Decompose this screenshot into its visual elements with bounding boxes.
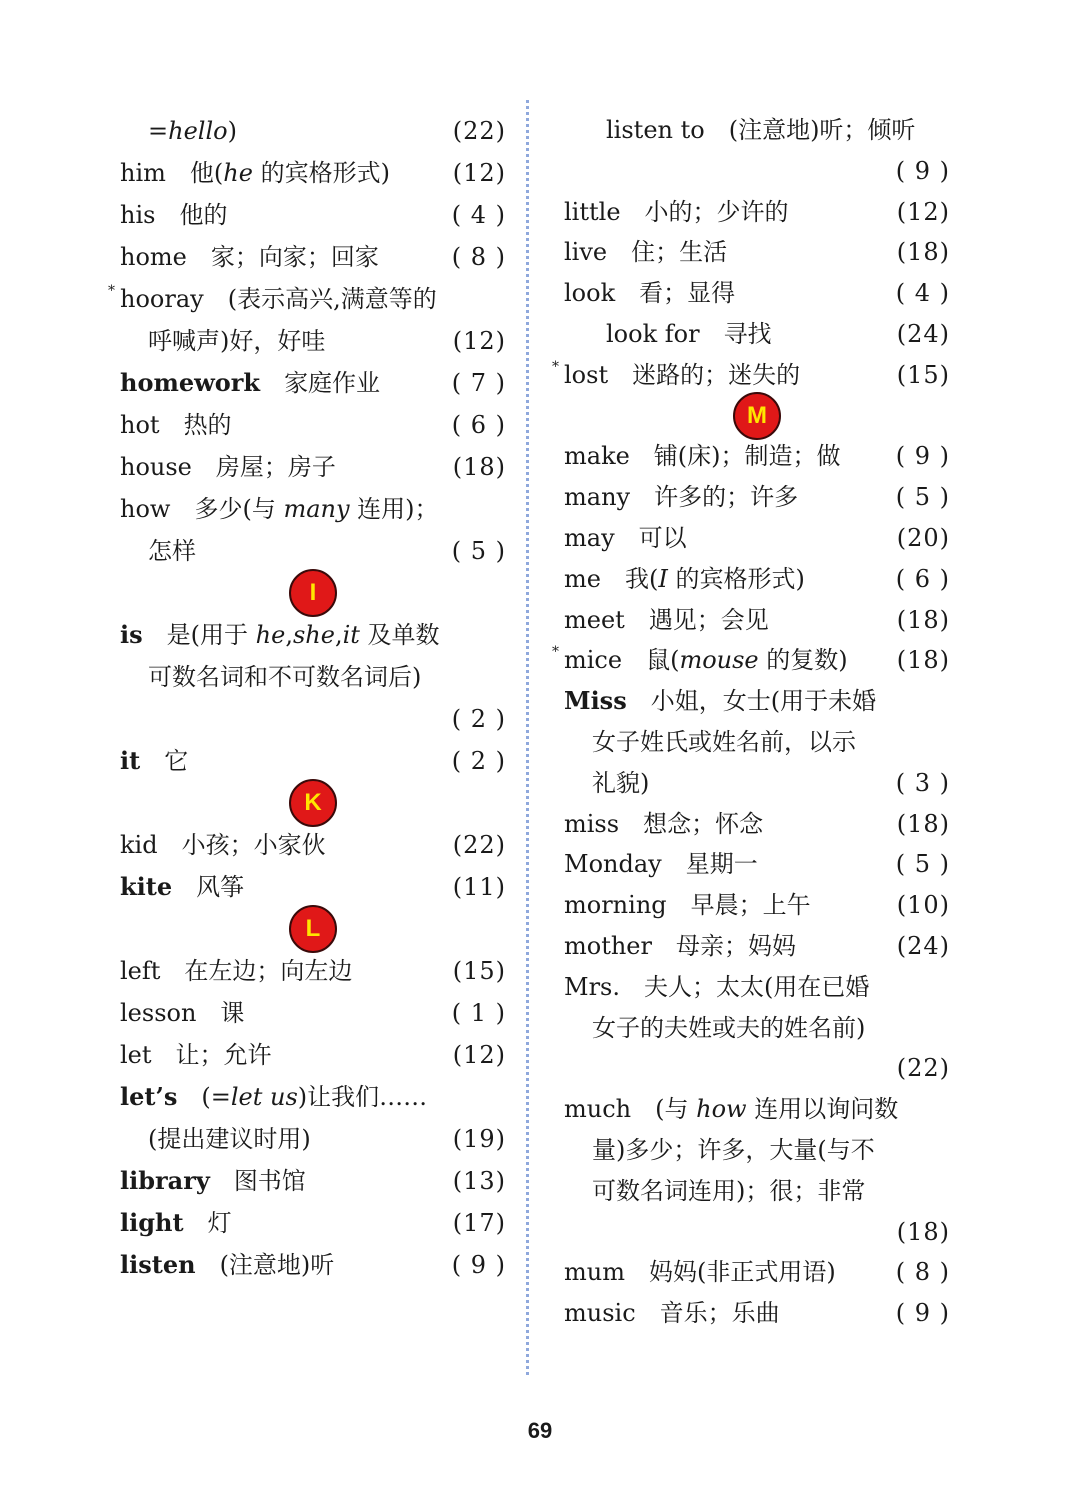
definition [184, 411, 232, 439]
glossary-entry [564, 804, 950, 845]
definition-text: 多少(与 [194, 495, 284, 523]
definition-text: 迷路的；迷失的 [632, 360, 801, 389]
definition-text: 夫人；太太(用在已婚 [644, 972, 870, 1001]
glossary-entry [120, 236, 506, 278]
definition [632, 361, 800, 389]
definition-text: 在左边；向左边 [184, 957, 353, 985]
headword: his [120, 201, 156, 229]
definition [228, 285, 437, 313]
page-number: 69 [527, 1418, 553, 1443]
glossary-entry [564, 1048, 950, 1089]
asterisk-mark: * [552, 358, 559, 375]
definition [649, 606, 769, 634]
lesson-number: (18) [896, 809, 950, 838]
headword: many [564, 483, 631, 512]
definition [190, 159, 390, 187]
definition [691, 891, 811, 919]
headword: make [564, 442, 630, 471]
glossary-entry [120, 824, 506, 866]
lesson-number: (18) [896, 1217, 950, 1246]
glossary-column-right [552, 110, 950, 1334]
glossary-entry [564, 314, 950, 355]
definition-text: 遇见；会见 [648, 605, 769, 634]
lesson-number: (24) [896, 931, 950, 960]
definition-text: = [148, 117, 169, 145]
definition-italic-term: hello [168, 117, 228, 145]
glossary-entry [564, 559, 950, 600]
lesson-number: (15) [452, 957, 506, 985]
definition [234, 1167, 306, 1195]
definition [148, 537, 196, 565]
letter-heading-row [564, 396, 950, 437]
definition [625, 565, 805, 593]
glossary-entry [564, 1008, 950, 1049]
definition-italic-term: it [342, 621, 360, 649]
definition-text: 量)多少；许多，大量(与不 [592, 1135, 875, 1164]
headword: meet [564, 605, 625, 634]
definition [729, 116, 916, 144]
definition-italic-term: mouse [679, 646, 759, 675]
headword: look [564, 279, 616, 308]
definition [211, 243, 379, 271]
glossary-entry [564, 967, 950, 1008]
definition [220, 999, 244, 1027]
definition [148, 117, 237, 145]
definition [592, 728, 856, 756]
lesson-number: ( 9 ) [895, 442, 950, 471]
glossary-entry [564, 273, 950, 314]
lesson-number: (22) [896, 1054, 950, 1083]
definition-text: 家庭作业 [284, 369, 381, 397]
definition-text: 的宾格形式) [252, 159, 390, 187]
definition [592, 1014, 865, 1042]
glossary-entry [120, 1160, 506, 1202]
glossary-entry [564, 232, 950, 273]
lesson-number: ( 3 ) [895, 768, 950, 797]
definition [592, 769, 649, 797]
glossary-entry [108, 278, 506, 320]
definition-text: 礼貌) [592, 768, 650, 797]
definition-text: 图书馆 [233, 1167, 306, 1195]
lesson-number: (12) [452, 1041, 506, 1069]
headword: lost [564, 360, 609, 389]
glossary-entry [564, 600, 950, 641]
glossary-entry [120, 488, 506, 530]
definition [182, 831, 326, 859]
glossary-entry [564, 1293, 950, 1334]
definition-text: 连用以询问数 [746, 1095, 899, 1124]
asterisk-mark: * [108, 283, 115, 299]
definition-text: 妈妈(非正式用语) [648, 1258, 836, 1287]
lesson-number: (24) [896, 319, 950, 348]
definition [676, 932, 796, 960]
glossary-entry [120, 1076, 506, 1118]
lesson-number: ( 6 ) [451, 411, 506, 439]
definition-text: , [285, 621, 293, 649]
definition [148, 327, 325, 355]
definition [643, 810, 763, 838]
definition-text: 可以 [638, 523, 687, 552]
headword: look for [606, 319, 700, 348]
glossary-entry [120, 1244, 506, 1286]
lesson-number: (17) [452, 1209, 506, 1237]
definition-text: 住；生活 [631, 238, 728, 267]
definition-text: 风筝 [196, 873, 245, 901]
definition-text: 连用)； [349, 495, 439, 523]
headword: lesson [120, 999, 197, 1027]
definition-text: 小姐，女士(用于未婚 [650, 687, 877, 716]
lesson-number: (22) [452, 117, 506, 145]
definition-text: 家；向家；回家 [210, 243, 379, 271]
lesson-number: (15) [896, 360, 950, 389]
definition [639, 524, 687, 552]
asterisk-mark: * [552, 644, 559, 661]
definition-text: (= [201, 1083, 231, 1111]
glossary-entry [564, 110, 950, 151]
lesson-number: ( 9 ) [451, 1251, 506, 1279]
definition [654, 483, 798, 511]
glossary-entry [120, 698, 506, 740]
glossary-entry [120, 740, 506, 782]
definition [220, 1251, 335, 1279]
definition-italic-term: she [292, 621, 335, 649]
definition [179, 201, 227, 229]
definition [724, 320, 772, 348]
glossary-entry [564, 1130, 950, 1171]
lesson-number: ( 9 ) [895, 156, 950, 185]
definition-text: 寻找 [723, 319, 772, 348]
headword: music [564, 1299, 636, 1328]
glossary-entry [564, 844, 950, 885]
lesson-number: ( 7 ) [451, 369, 506, 397]
definition-text: ) [227, 117, 237, 145]
lesson-number: (18) [896, 646, 950, 675]
definition [148, 1125, 311, 1153]
headword: much [564, 1095, 632, 1124]
definition-text: 可数名词连用)；很；非常 [592, 1176, 866, 1205]
definition [592, 1177, 865, 1205]
letter-badge: K [289, 779, 337, 827]
definition [646, 646, 848, 674]
headword: left [120, 957, 161, 985]
glossary-entry [552, 355, 950, 396]
definition-text: (注意地)听 [219, 1251, 335, 1279]
glossary-entry [564, 477, 950, 518]
definition [176, 1041, 272, 1069]
definition [686, 850, 758, 878]
definition-text: 是(用于 [166, 621, 256, 649]
lesson-number: ( 9 ) [895, 1299, 950, 1328]
letter-heading-row [120, 782, 506, 824]
headword: may [564, 523, 615, 552]
glossary-entry [564, 722, 950, 763]
definition-text: (表示高兴,满意等的 [227, 285, 437, 313]
definition-text: )让我们…… [297, 1083, 428, 1111]
lesson-number: (18) [452, 453, 506, 481]
headword: how [120, 495, 171, 523]
definition-text: 他( [189, 159, 224, 187]
definition-text: 许多的；许多 [654, 483, 799, 512]
definition-text: 早晨；上午 [690, 891, 811, 920]
definition-text: 星期一 [685, 850, 758, 879]
definition-text: 它 [164, 747, 189, 775]
glossary-entry [564, 885, 950, 926]
definition-italic-term: let us [230, 1083, 298, 1111]
lesson-number: (20) [896, 523, 950, 552]
glossary-entry [120, 152, 506, 194]
definition [216, 453, 336, 481]
glossary-entry [552, 640, 950, 681]
glossary-entry [120, 194, 506, 236]
definition [645, 198, 789, 226]
headword: library [120, 1166, 210, 1195]
definition-text: 铺(床)；制造；做 [653, 442, 841, 471]
lesson-number: ( 2 ) [451, 705, 506, 733]
headword: hooray [120, 285, 204, 313]
lesson-number: ( 4 ) [451, 201, 506, 229]
definition-text: , [334, 621, 343, 649]
definition [592, 1136, 875, 1164]
headword: home [120, 243, 187, 271]
definition-text: (提出建议时用) [148, 1125, 311, 1153]
glossary-entry [120, 446, 506, 488]
definition-text: 热的 [183, 411, 232, 439]
headword: kite [120, 872, 173, 901]
definition-text: (注意地)听；倾听 [728, 116, 916, 144]
headword: him [120, 159, 166, 187]
glossary-entry [564, 518, 950, 559]
definition-italic-term: he [223, 159, 253, 187]
lesson-number: (18) [896, 605, 950, 634]
letter-heading-row [120, 572, 506, 614]
definition [660, 1299, 780, 1327]
lesson-number: ( 1 ) [451, 999, 506, 1027]
glossary-entry [120, 614, 506, 656]
glossary-entry [564, 1212, 950, 1253]
glossary-entry [564, 763, 950, 804]
lesson-number: (19) [452, 1125, 506, 1153]
lesson-number: (18) [896, 238, 950, 267]
lesson-number: ( 8 ) [895, 1258, 950, 1287]
glossary-entry [120, 320, 506, 362]
definition-text: 灯 [207, 1209, 232, 1237]
definition-text: 母亲；妈妈 [675, 931, 796, 960]
headword: let’s [120, 1082, 178, 1111]
glossary-column-left [108, 110, 506, 1286]
letter-badge: M [733, 392, 781, 440]
letter-heading-row [120, 908, 506, 950]
definition [184, 957, 352, 985]
glossary-entry [564, 1089, 950, 1130]
headword: me [564, 564, 601, 593]
definition-text: 他的 [179, 201, 228, 229]
headword: Mrs. [564, 972, 620, 1001]
definition-text: 小的；少许的 [644, 197, 789, 226]
definition-text: 怎样 [148, 537, 196, 565]
lesson-number: (11) [452, 873, 506, 901]
glossary-entry [120, 1202, 506, 1244]
definition-text: 小孩；小家伙 [181, 831, 326, 859]
glossary-entry [120, 530, 506, 572]
definition [639, 279, 735, 307]
headword: homework [120, 368, 261, 397]
definition [655, 1095, 898, 1123]
definition [167, 621, 440, 649]
headword: morning [564, 891, 667, 920]
glossary-entry [564, 436, 950, 477]
glossary-entry [564, 151, 950, 192]
headword: mother [564, 931, 652, 960]
headword: is [120, 620, 143, 649]
headword: Monday [564, 850, 662, 879]
headword: light [120, 1208, 184, 1237]
lesson-number: ( 6 ) [895, 564, 950, 593]
letter-badge: L [289, 905, 337, 953]
lesson-number: (12) [452, 159, 506, 187]
definition-text: 音乐；乐曲 [659, 1299, 780, 1328]
lesson-number: (12) [452, 327, 506, 355]
definition [194, 495, 438, 523]
headword: Miss [564, 686, 627, 716]
headword: miss [564, 809, 620, 838]
glossary-entry [120, 950, 506, 992]
glossary-entry [120, 656, 506, 698]
definition [284, 369, 380, 397]
lesson-number: (13) [452, 1167, 506, 1195]
definition-italic-term: how [696, 1095, 747, 1124]
glossary-entry [120, 866, 506, 908]
definition-text: 可数名词和不可数名词后) [148, 663, 422, 691]
letter-badge: I [289, 569, 337, 617]
definition-text: 房屋；房子 [215, 453, 336, 481]
headword: let [120, 1041, 152, 1069]
definition-text: 女子的夫姓或夫的姓名前) [592, 1013, 866, 1042]
glossary-entry [120, 1034, 506, 1076]
glossary-entry [120, 110, 506, 152]
definition [649, 1258, 836, 1286]
headword: mice [564, 646, 623, 675]
definition-text: 想念；怀念 [643, 809, 764, 838]
glossary-entry [564, 1171, 950, 1212]
definition-text: 女子姓氏或姓名前，以示 [592, 727, 856, 756]
lesson-number: ( 2 ) [451, 747, 506, 775]
definition [651, 687, 876, 715]
definition-italic-term: he [255, 621, 286, 649]
definition-text: 及单数 [359, 621, 440, 649]
glossary-entry [120, 404, 506, 446]
glossary-entry [564, 192, 950, 233]
headword: little [564, 197, 621, 226]
definition-text: 看；显得 [639, 279, 736, 308]
lesson-number: ( 5 ) [451, 537, 506, 565]
glossary-entry [564, 1252, 950, 1293]
lesson-number: ( 5 ) [895, 483, 950, 512]
glossary-entry [564, 681, 950, 722]
definition [196, 873, 244, 901]
headword: it [120, 746, 141, 775]
lesson-number: (12) [896, 197, 950, 226]
glossary-entry [564, 926, 950, 967]
definition-italic-term: many [283, 495, 350, 523]
headword: mum [564, 1258, 625, 1287]
glossary-entry [120, 992, 506, 1034]
headword: live [564, 238, 608, 267]
definition [148, 663, 421, 691]
headword: listen to [606, 116, 705, 144]
definition [201, 1083, 427, 1111]
headword: kid [120, 831, 158, 859]
definition-text: 的宾格形式) [667, 564, 805, 593]
definition [654, 442, 841, 470]
headword: listen [120, 1250, 196, 1279]
lesson-number: ( 8 ) [451, 243, 506, 271]
definition [164, 747, 188, 775]
definition-text: 让；允许 [175, 1041, 272, 1069]
headword: house [120, 453, 192, 481]
definition [644, 973, 869, 1001]
lesson-number: ( 4 ) [895, 279, 950, 308]
definition-text: 呼喊声)好，好哇 [148, 327, 326, 355]
definition-text: 鼠( [646, 646, 680, 675]
column-divider [526, 100, 529, 1375]
headword: hot [120, 411, 160, 439]
lesson-number: (10) [896, 891, 950, 920]
definition-text: 课 [220, 999, 245, 1027]
definition-italic-term: I [658, 564, 668, 593]
definition [208, 1209, 232, 1237]
lesson-number: ( 5 ) [895, 850, 950, 879]
definition-text: 我( [624, 564, 659, 593]
definition-text: (与 [655, 1095, 697, 1124]
glossary-entry [120, 362, 506, 404]
definition-text: 的复数) [758, 646, 848, 675]
definition [631, 238, 727, 266]
lesson-number: (22) [452, 831, 506, 859]
glossary-entry [120, 1118, 506, 1160]
